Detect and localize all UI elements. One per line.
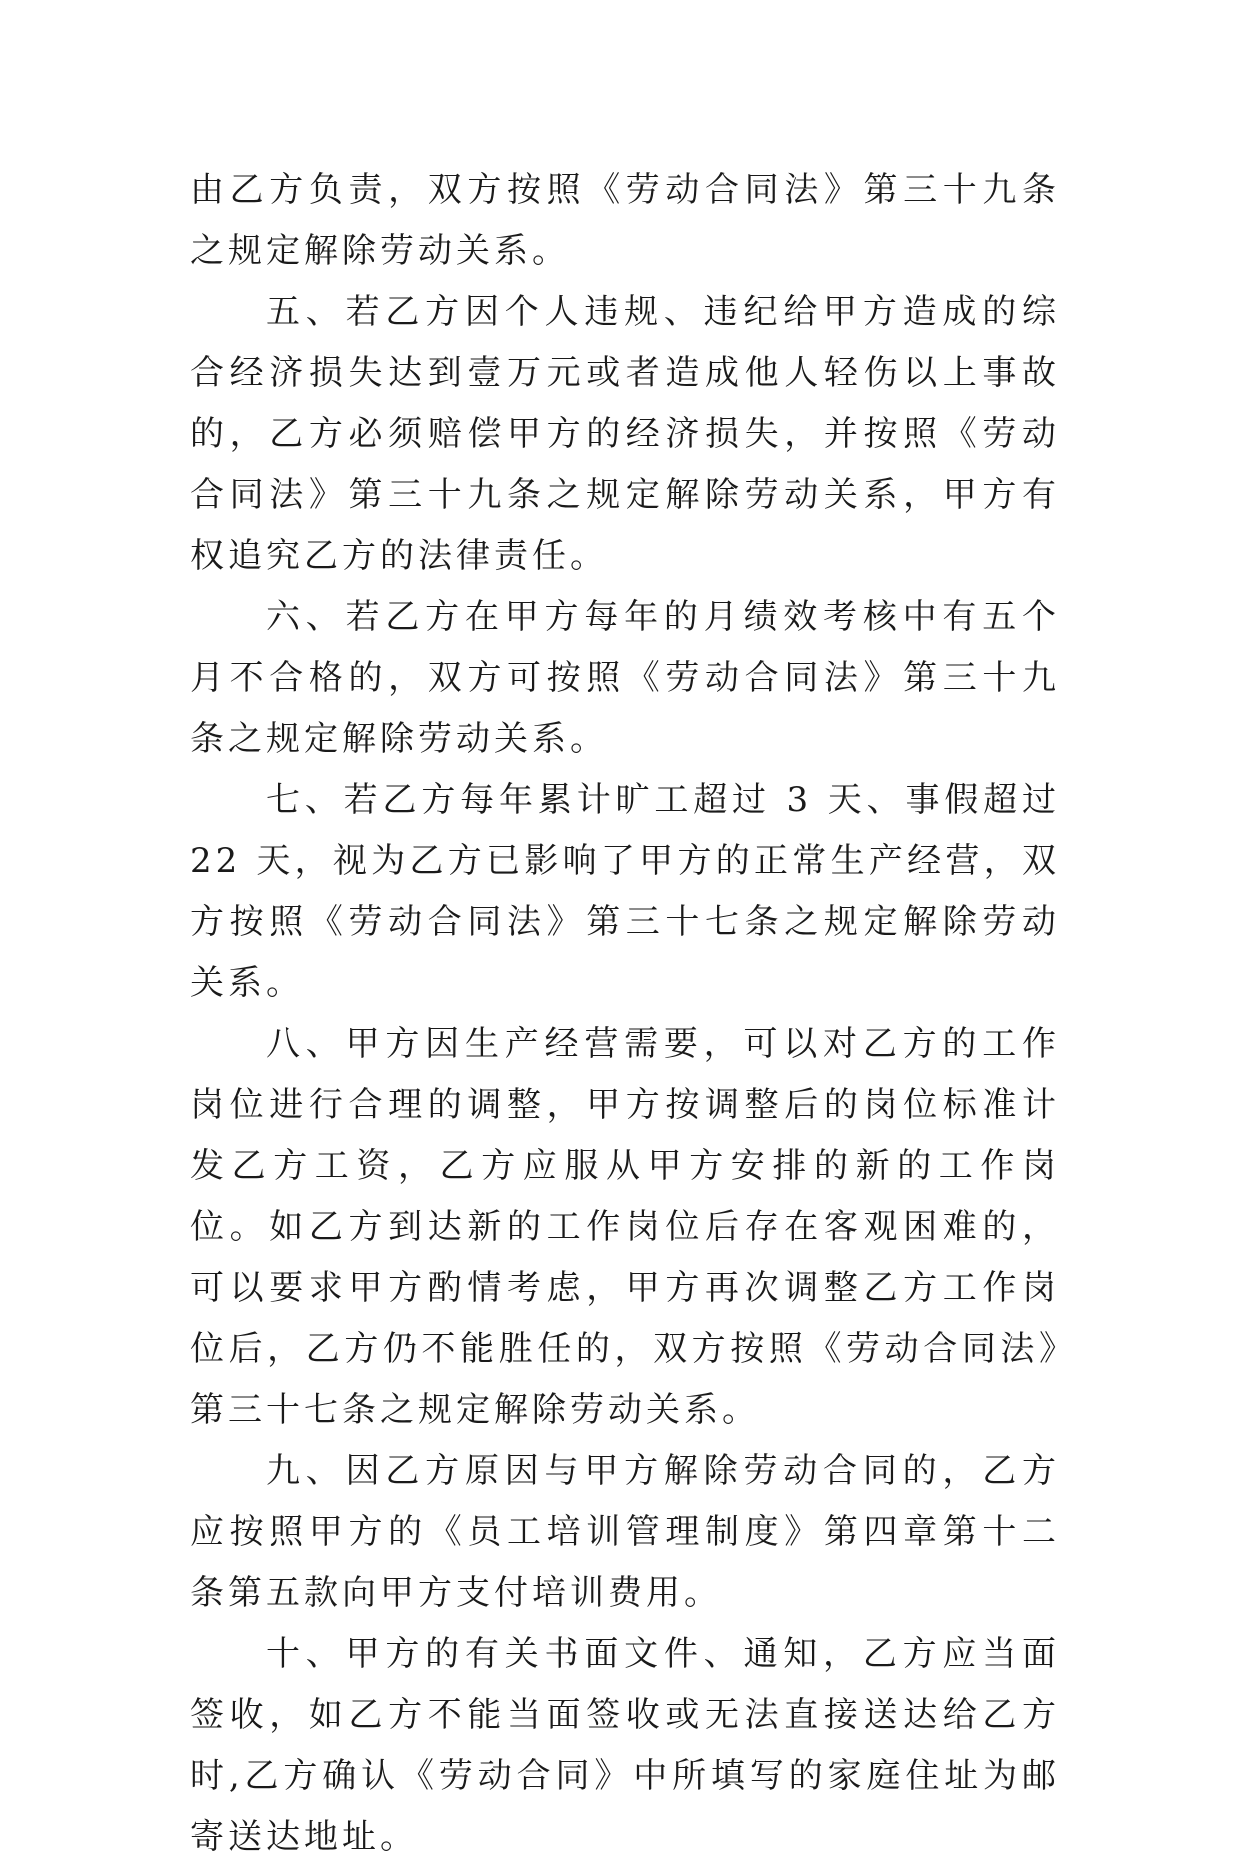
clause-9: 九、因乙方原因与甲方解除劳动合同的，乙方应按照甲方的《员工培训管理制度》第四章第十二条第五款向甲方支付培训费用。 bbox=[190, 1451, 1060, 1613]
clause-8: 八、甲方因生产经营需要，可以对乙方的工作岗位进行合理的调整，甲方按调整后的岗位标准计发乙方工资，乙方应服从甲方安排的新的工作岗位。如乙方到达新的工作岗位后存在客观困难的，可以要求甲方酌情考虑，甲方再次调整乙方工作岗位后，乙方仍不能胜任的，双方按照《劳动合同法》第三十七条之规定解除劳动关系。 bbox=[190, 1024, 1060, 1430]
clause-7: 七、若乙方每年累计旷工超过 3 天、事假超过 22 天，视为乙方已影响了甲方的正常生产经营，双方按照《劳动合同法》第三十七条之规定解除劳动关系。 bbox=[190, 780, 1060, 1003]
paragraph-continuation: 由乙方负责，双方按照《劳动合同法》第三十九条之规定解除劳动关系。 bbox=[190, 170, 1060, 271]
clause-6: 六、若乙方在甲方每年的月绩效考核中有五个月不合格的，双方可按照《劳动合同法》第三十九条之规定解除劳动关系。 bbox=[190, 597, 1060, 759]
document-body bbox=[190, 160, 1060, 1868]
clause-5: 五、若乙方因个人违规、违纪给甲方造成的综合经济损失达到壹万元或者造成他人轻伤以上事故的，乙方必须赔偿甲方的经济损失，并按照《劳动合同法》第三十九条之规定解除劳动关系，甲方有权追究乙方的法律责任。 bbox=[190, 292, 1060, 576]
clause-10: 十、甲方的有关书面文件、通知，乙方应当面签收，如乙方不能当面签收或无法直接送达给乙方时,乙方确认《劳动合同》中所填写的家庭住址为邮寄送达地址。 bbox=[190, 1634, 1060, 1857]
